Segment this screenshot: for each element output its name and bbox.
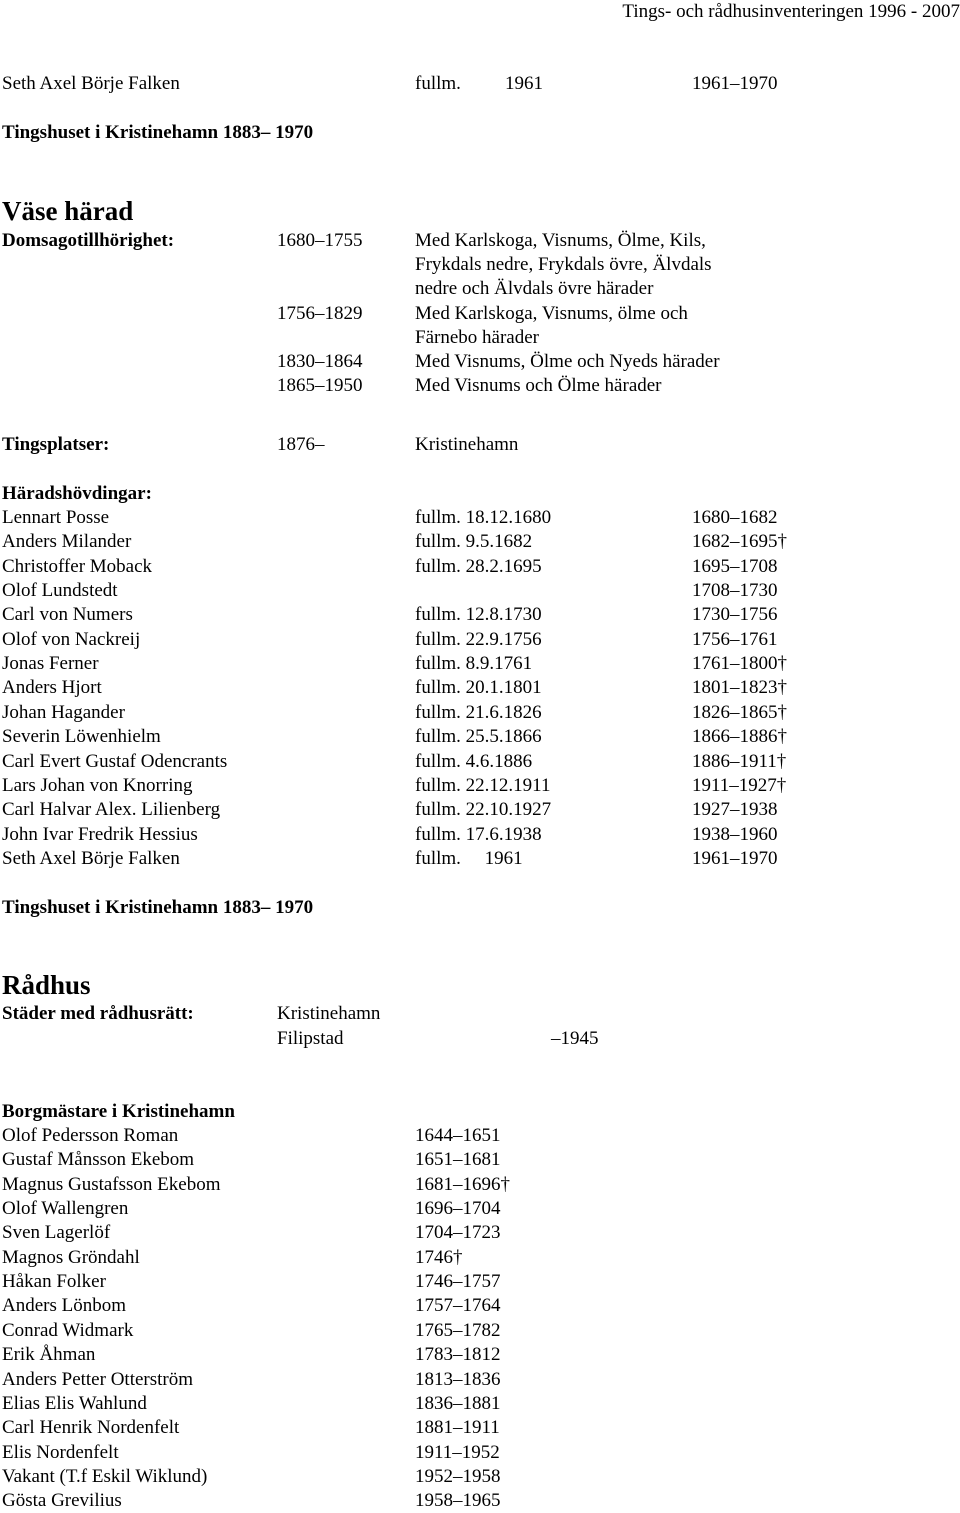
stad-name: Kristinehamn bbox=[277, 1003, 381, 1024]
haradshovding-fullm: fullm. 20.1.1801 bbox=[415, 677, 542, 699]
haradshovding-name: Anders Hjort bbox=[2, 677, 102, 699]
haradshovding-period: 1680–1682 bbox=[692, 507, 778, 528]
borgmastare-name: Olof Pedersson Roman bbox=[2, 1125, 179, 1146]
domsago-period: 1680–1755 bbox=[277, 230, 363, 251]
borgmastare-name: Olof Wallengren bbox=[2, 1198, 129, 1220]
domsago-text: Frykdals nedre, Frykdals övre, Älvdals bbox=[415, 254, 712, 275]
borgmastare-name: Anders Petter Otterström bbox=[2, 1368, 194, 1390]
borgmastare-name: Elias Elis Wahlund bbox=[2, 1392, 147, 1414]
haradshovding-name: Jonas Ferner bbox=[2, 653, 99, 675]
haradshovding-name: Olof von Nackreij bbox=[2, 628, 141, 650]
borgmastare-name: Elis Nordenfelt bbox=[2, 1441, 119, 1463]
section-heading-radhus: Rådhus bbox=[2, 970, 91, 1000]
domsago-text: nedre och Älvdals övre härader bbox=[415, 278, 654, 299]
haradshovding-name: Carl Halvar Alex. Lilienberg bbox=[2, 799, 221, 821]
haradshovding-fullm: fullm. 21.6.1826 bbox=[415, 701, 542, 723]
page-header: Tings- och rådhusinventeringen 1996 - 2007 bbox=[622, 1, 960, 22]
domsago-period: 1865–1950 bbox=[277, 375, 363, 396]
haradshovding-period: 1682–1695† bbox=[692, 531, 787, 553]
borgmastare-name: Conrad Widmark bbox=[2, 1319, 134, 1341]
carryover-year: 1961 bbox=[505, 73, 543, 94]
stad-period: –1945 bbox=[551, 1028, 599, 1049]
borgmastare-label: Borgmästare i Kristinehamn bbox=[2, 1101, 235, 1122]
haradshovding-name: Johan Hagander bbox=[2, 701, 125, 723]
haradshovding-fullm: fullm. 22.9.1756 bbox=[415, 628, 542, 650]
borgmastare-period: 1696–1704 bbox=[415, 1198, 501, 1220]
haradshovding-name: Olof Lundstedt bbox=[2, 580, 118, 602]
haradshovding-name: Lennart Posse bbox=[2, 507, 110, 528]
carryover-fullm: fullm. bbox=[415, 73, 461, 94]
haradshovding-period: 1961–1970 bbox=[692, 847, 778, 869]
haradshovding-name: Christoffer Moback bbox=[2, 555, 153, 577]
haradshovding-name: Severin Löwenhielm bbox=[2, 726, 161, 748]
carryover-tingshus: Tingshuset i Kristinehamn 1883– 1970 bbox=[2, 122, 314, 143]
borgmastare-period: 1757–1764 bbox=[415, 1295, 501, 1317]
carryover-period: 1961–1970 bbox=[692, 73, 778, 94]
haradshovding-name: Seth Axel Börje Falken bbox=[2, 847, 180, 869]
haradshovding-name: John Ivar Fredrik Hessius bbox=[2, 823, 198, 845]
borgmastare-period: 1681–1696† bbox=[415, 1173, 510, 1195]
haradshovding-period: 1938–1960 bbox=[692, 823, 778, 845]
haradshovding-fullm: fullm. 4.6.1886 bbox=[415, 750, 533, 772]
borgmastare-period: 1704–1723 bbox=[415, 1222, 501, 1244]
carryover-name: Seth Axel Börje Falken bbox=[2, 73, 180, 94]
haradshovding-fullm: fullm. 8.9.1761 bbox=[415, 653, 533, 675]
haradshovding-period: 1927–1938 bbox=[692, 799, 778, 821]
haradshovdingar-label: Häradshövdingar: bbox=[2, 483, 152, 504]
domsago-label: Domsagotillhörighet: bbox=[2, 230, 175, 251]
tingsplatser-place: Kristinehamn bbox=[415, 434, 519, 455]
borgmastare-period: 1746–1757 bbox=[415, 1271, 501, 1293]
borgmastare-period: 1765–1782 bbox=[415, 1319, 501, 1341]
haradshovding-period: 1886–1911† bbox=[692, 750, 787, 772]
borgmastare-name: Gustaf Månsson Ekebom bbox=[2, 1149, 195, 1171]
domsago-text: Färnebo härader bbox=[415, 327, 539, 348]
section-heading-vase: Väse härad bbox=[2, 196, 134, 226]
haradshovding-period: 1730–1756 bbox=[692, 604, 778, 626]
borgmastare-period: 1911–1952 bbox=[415, 1441, 500, 1463]
borgmastare-period: 1651–1681 bbox=[415, 1149, 501, 1171]
haradshovding-name: Carl von Numers bbox=[2, 604, 133, 626]
domsago-text: Med Visnums, Ölme och Nyeds härader bbox=[415, 351, 720, 372]
haradshovding-period: 1695–1708 bbox=[692, 555, 778, 577]
domsago-period: 1830–1864 bbox=[277, 351, 363, 372]
tingsplatser-period: 1876– bbox=[277, 434, 325, 455]
haradshovding-fullm: fullm. 22.10.1927 bbox=[415, 799, 552, 821]
domsago-text: Med Visnums och Ölme härader bbox=[415, 375, 662, 396]
borgmastare-period: 1952–1958 bbox=[415, 1465, 501, 1487]
borgmastare-name: Gösta Grevilius bbox=[2, 1490, 122, 1512]
borgmastare-name: Vakant (T.f Eskil Wiklund) bbox=[2, 1465, 208, 1487]
domsago-text: Med Karlskoga, Visnums, Ölme, Kils, bbox=[415, 230, 706, 251]
borgmastare-name: Sven Lagerlöf bbox=[2, 1222, 111, 1244]
haradshovding-fullm: fullm. 1961 bbox=[415, 847, 523, 869]
haradshovding-period: 1911–1927† bbox=[692, 774, 787, 796]
borgmastare-period: 1836–1881 bbox=[415, 1392, 501, 1414]
stader-label: Städer med rådhusrätt: bbox=[2, 1003, 194, 1024]
haradshovding-period: 1801–1823† bbox=[692, 677, 787, 699]
borgmastare-period: 1813–1836 bbox=[415, 1368, 501, 1390]
haradshovding-name: Lars Johan von Knorring bbox=[2, 774, 193, 796]
haradshovding-name: Anders Milander bbox=[2, 531, 132, 553]
haradshovding-period: 1826–1865† bbox=[692, 701, 787, 723]
borgmastare-period: 1746† bbox=[415, 1246, 463, 1268]
haradshovding-fullm: fullm. 28.2.1695 bbox=[415, 555, 542, 577]
vase-tingshus: Tingshuset i Kristinehamn 1883– 1970 bbox=[2, 897, 314, 918]
stad-name: Filipstad bbox=[277, 1028, 344, 1049]
haradshovding-name: Carl Evert Gustaf Odencrants bbox=[2, 750, 228, 772]
borgmastare-name: Carl Henrik Nordenfelt bbox=[2, 1417, 180, 1439]
borgmastare-name: Anders Lönbom bbox=[2, 1295, 127, 1317]
borgmastare-name: Erik Åhman bbox=[2, 1344, 96, 1366]
borgmastare-period: 1644–1651 bbox=[415, 1125, 501, 1146]
borgmastare-period: 1783–1812 bbox=[415, 1344, 501, 1366]
domsago-text: Med Karlskoga, Visnums, ölme och bbox=[415, 303, 688, 324]
borgmastare-name: Magnos Gröndahl bbox=[2, 1246, 140, 1268]
haradshovding-period: 1756–1761 bbox=[692, 628, 778, 650]
haradshovding-fullm: fullm. 17.6.1938 bbox=[415, 823, 542, 845]
haradshovding-fullm: fullm. 25.5.1866 bbox=[415, 726, 542, 748]
haradshovding-fullm: fullm. 9.5.1682 bbox=[415, 531, 533, 553]
borgmastare-period: 1958–1965 bbox=[415, 1490, 501, 1512]
haradshovding-period: 1866–1886† bbox=[692, 726, 787, 748]
haradshovding-period: 1761–1800† bbox=[692, 653, 787, 675]
borgmastare-name: Håkan Folker bbox=[2, 1271, 106, 1293]
borgmastare-period: 1881–1911 bbox=[415, 1417, 500, 1439]
tingsplatser-label: Tingsplatser: bbox=[2, 434, 110, 455]
haradshovding-period: 1708–1730 bbox=[692, 580, 778, 602]
haradshovding-fullm: fullm. 22.12.1911 bbox=[415, 774, 551, 796]
domsago-period: 1756–1829 bbox=[277, 303, 363, 324]
haradshovding-fullm: fullm. 12.8.1730 bbox=[415, 604, 542, 626]
haradshovding-fullm: fullm. 18.12.1680 bbox=[415, 507, 552, 528]
borgmastare-name: Magnus Gustafsson Ekebom bbox=[2, 1173, 221, 1195]
